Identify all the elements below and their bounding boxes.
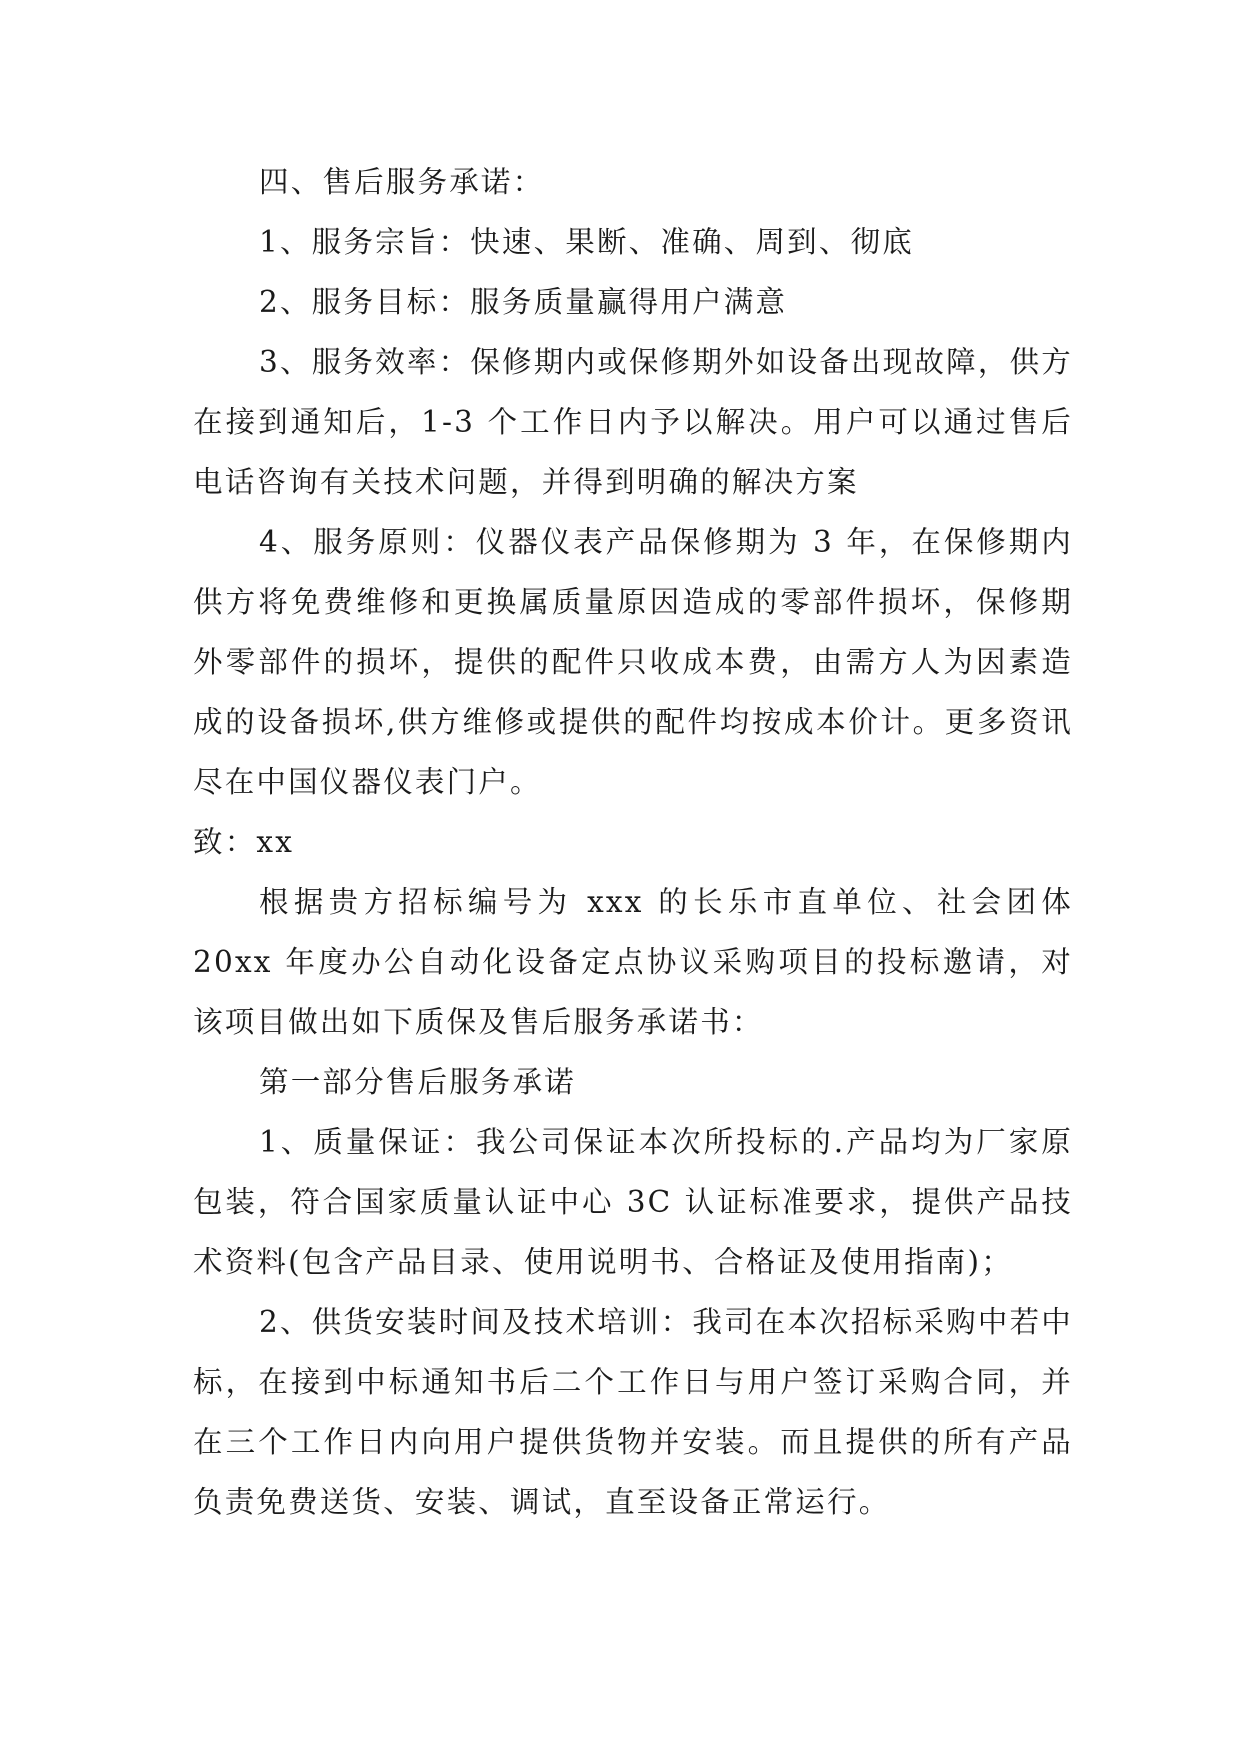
paragraph-quality-guarantee: 1、质量保证：我公司保证本次所投标的.产品均为厂家原包装，符合国家质量认证中心 3C 认证标准要求，提供产品技术资料(包含产品目录、使用说明书、合格证及使用指南)； [193,1125,1073,1279]
salutation: 致：xx [193,825,295,859]
document-body [193,152,1073,1532]
paragraph-service-efficiency: 3、服务效率：保修期内或保修期外如设备出现故障，供方在接到通知后，1-3 个工作日内予以解决。用户可以通过售后电话咨询有关技术问题，并得到明确的解决方案 [193,345,1073,499]
heading-after-sales-commitment: 四、售后服务承诺： [259,165,545,199]
paragraph-delivery-installation: 2、供货安装时间及技术培训：我司在本次招标采购中若中标，在接到中标通知书后二个工作日与用户签订采购合同，并在三个工作日内向用户提供货物并安装。而且提供的所有产品负责免费送货、安装、调试，直至设备正常运行。 [193,1305,1073,1519]
paragraph-service-goal: 2、服务目标：服务质量赢得用户满意 [259,285,788,319]
paragraph-service-purpose: 1、服务宗旨：快速、果断、准确、周到、彻底 [259,225,914,259]
paragraph-service-principle: 4、服务原则：仪器仪表产品保修期为 3 年，在保修期内供方将免费维修和更换属质量原因造成的零部件损坏，保修期外零部件的损坏，提供的配件只收成本费，由需方人为因素造成的设备损坏,供方维修或提供的配件均按成本价计。更多资讯尽在中国仪器仪表门户。 [193,525,1073,799]
paragraph-bid-intro: 根据贵方招标编号为 xxx 的长乐市直单位、社会团体 20xx 年度办公自动化设备定点协议采购项目的投标邀请，对该项目做出如下质保及售后服务承诺书： [193,885,1073,1039]
section-title-part-one: 第一部分售后服务承诺 [259,1065,577,1099]
